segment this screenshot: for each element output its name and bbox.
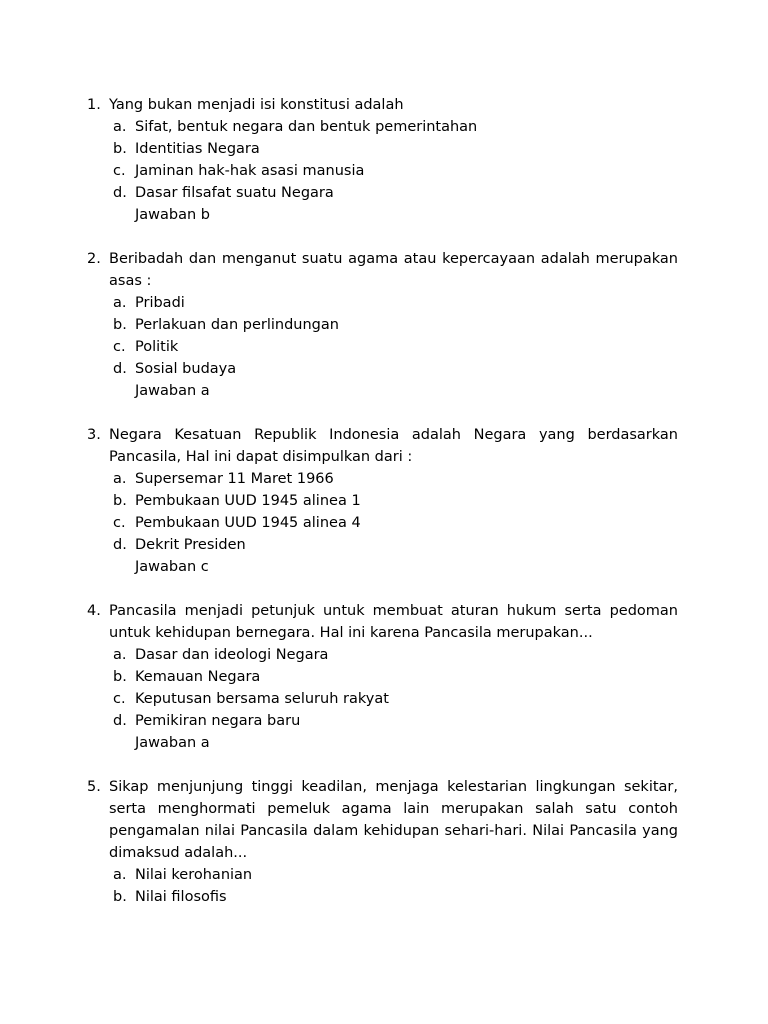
option-text: Supersemar 11 Maret 1966 [135,471,334,487]
answer-text: Jawaban a [135,383,210,399]
option-text: Kemauan Negara [135,669,261,685]
option-c [109,160,678,182]
question-number: 5. [87,779,101,795]
option-b [109,666,678,688]
option-b [109,490,678,512]
option-letter: d. [113,361,127,377]
option-letter: b. [113,669,127,685]
option-a [109,292,678,314]
option-text: Pribadi [135,295,185,311]
question-number: 4. [87,603,101,619]
option-text: Pemikiran negara baru [135,713,301,729]
option-a [109,644,678,666]
option-text: Dekrit Presiden [135,537,246,553]
option-text: Keputusan bersama seluruh rakyat [135,691,389,707]
option-letter: a. [113,471,127,487]
answer-text: Jawaban a [135,735,210,751]
option-list [109,864,678,908]
option-text: Dasar filsafat suatu Negara [135,185,334,201]
answer-text: Jawaban b [135,207,210,223]
question-text: Negara Kesatuan Republik Indonesia adalah Negara yang berdasarkan Pancasila, Hal ini dapat disimpulkan dari : [109,427,678,465]
option-text: Perlakuan dan perlindungan [135,317,339,333]
question-list [88,94,678,930]
option-d [109,534,678,556]
option-letter: a. [113,867,127,883]
answer-text: Jawaban c [135,559,209,575]
option-b [109,314,678,336]
option-letter: c. [113,163,126,179]
option-c [109,688,678,710]
option-a [109,468,678,490]
option-d [109,182,678,204]
question-5 [88,776,678,908]
option-letter: d. [113,713,127,729]
option-letter: b. [113,141,127,157]
option-letter: c. [113,691,126,707]
question-text: Sikap menjunjung tinggi keadilan, menjaga kelestarian lingkungan sekitar, serta menghormati pemeluk agama lain merupakan salah satu contoh pengamalan nilai Pancasila dalam kehidupan sehari-hari. Nilai Pancasila yang dimaksud adalah... [109,779,678,861]
option-text: Dasar dan ideologi Negara [135,647,329,663]
question-number: 2. [87,251,101,267]
option-text: Pembukaan UUD 1945 alinea 1 [135,493,361,509]
option-text: Jaminan hak-hak asasi manusia [135,163,365,179]
question-1 [88,94,678,226]
option-list [109,468,678,556]
question-text: Beribadah dan menganut suatu agama atau kepercayaan adalah merupakan asas : [109,251,678,289]
option-letter: a. [113,295,127,311]
option-d [109,358,678,380]
option-letter: d. [113,537,127,553]
option-list [109,292,678,380]
question-number: 1. [87,97,101,113]
option-list [109,116,678,204]
option-a [109,116,678,138]
option-b [109,138,678,160]
option-text: Politik [135,339,179,355]
option-text: Identitias Negara [135,141,260,157]
option-c [109,512,678,534]
option-letter: b. [113,317,127,333]
question-4 [88,600,678,754]
option-text: Nilai filosofis [135,889,227,905]
option-text: Sosial budaya [135,361,237,377]
option-text: Pembukaan UUD 1945 alinea 4 [135,515,361,531]
option-text: Sifat, bentuk negara dan bentuk pemerintahan [135,119,478,135]
option-letter: c. [113,339,126,355]
option-a [109,864,678,886]
question-text: Yang bukan menjadi isi konstitusi adalah [109,97,404,113]
question-number: 3. [87,427,101,443]
option-letter: b. [113,493,127,509]
question-2 [88,248,678,402]
option-b [109,886,678,908]
option-d [109,710,678,732]
option-letter: c. [113,515,126,531]
option-text: Nilai kerohanian [135,867,253,883]
question-3 [88,424,678,578]
option-c [109,336,678,358]
option-letter: d. [113,185,127,201]
option-letter: a. [113,119,127,135]
option-letter: b. [113,889,127,905]
option-list [109,644,678,732]
question-text: Pancasila menjadi petunjuk untuk membuat aturan hukum serta pedoman untuk kehidupan bernegara. Hal ini karena Pancasila merupakan... [109,603,678,641]
option-letter: a. [113,647,127,663]
